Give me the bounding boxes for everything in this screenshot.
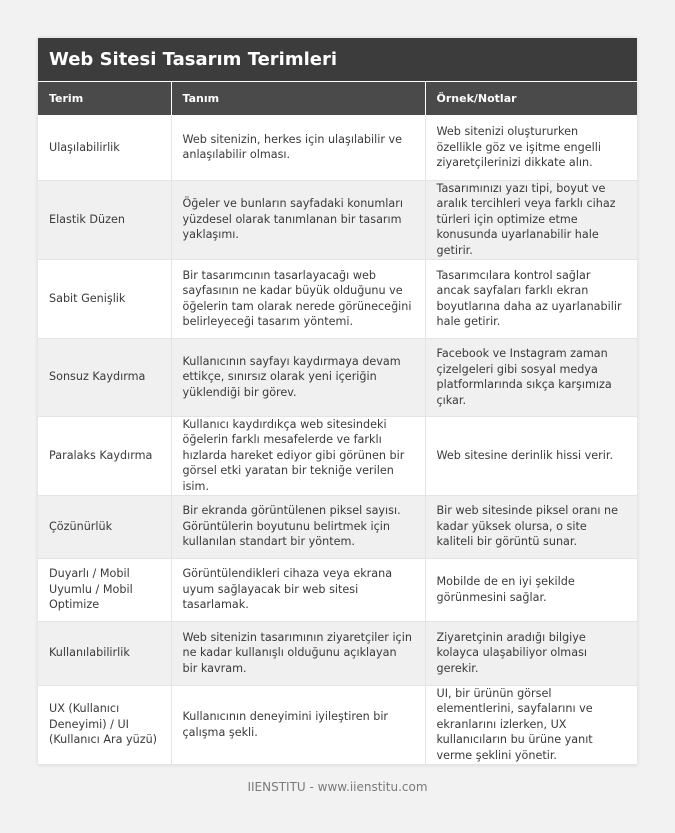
note-cell: Tasarımcılara kontrol sağlar ancak sayfaları farklı ekran boyutlarına daha az uyarlanabilir hale getirir.: [425, 259, 637, 338]
table-row: [38, 416, 637, 495]
table-row: [38, 338, 637, 416]
terms-card: [38, 38, 637, 765]
term-cell: Duyarlı / Mobil Uyumlu / Mobil Optimize: [38, 558, 171, 621]
table-row: [38, 621, 637, 685]
definition-cell: Kullanıcı kaydırdıkça web sitesindeki öğelerin farklı mesafelerde ve farklı hızlarda hareket ediyor gibi görünen bir görsel etki yaratan bir tekniğe verilen isim.: [171, 416, 425, 495]
definition-cell: Bir ekranda görüntülenen piksel sayısı. Görüntülerin boyutunu belirtmek için kullanılan standart bir yöntem.: [171, 495, 425, 558]
column-header-definition: Tanım: [171, 82, 425, 116]
footer-credit: IIENSTITU - www.iienstitu.com: [247, 780, 428, 794]
definition-cell: Web sitenizin tasarımının ziyaretçiler için ne kadar kullanışlı olduğunu açıklayan bir kavram.: [171, 621, 425, 685]
note-cell: Web sitesine derinlik hissi verir.: [425, 416, 637, 495]
definition-cell: Bir tasarımcının tasarlayacağı web sayfasının ne kadar büyük olduğunu ve öğelerin tam olarak nerede görüneceğini belirleyeceği tasarım yöntemi.: [171, 259, 425, 338]
table-row: [38, 180, 637, 259]
definition-cell: Kullanıcının deneyimini iyileştiren bir çalışma şekli.: [171, 685, 425, 764]
term-cell: Kullanılabilirlik: [38, 621, 171, 685]
definition-cell: Öğeler ve bunların sayfadaki konumları yüzdesel olarak tanımlanan bir tasarım yaklaşımı.: [171, 180, 425, 259]
table-row: [38, 259, 637, 338]
table-row: [38, 115, 637, 180]
column-header-notes: Örnek/Notlar: [425, 82, 637, 116]
note-cell: Facebook ve Instagram zaman çizelgeleri gibi sosyal medya platformlarında sıkça karşımıza çıkar.: [425, 338, 637, 416]
table-row: [38, 558, 637, 621]
table-row: [38, 685, 637, 764]
term-cell: Sonsuz Kaydırma: [38, 338, 171, 416]
definition-cell: Görüntülendikleri cihaza veya ekrana uyum sağlayacak bir web sitesi tasarlamak.: [171, 558, 425, 621]
term-cell: UX (Kullanıcı Deneyimi) / UI (Kullanıcı Ara yüzü): [38, 685, 171, 764]
note-cell: Ziyaretçinin aradığı bilgiye kolayca ulaşabiliyor olması gerekir.: [425, 621, 637, 685]
note-cell: Bir web sitesinde piksel oranı ne kadar yüksek olursa, o site kaliteli bir görüntü sunar.: [425, 495, 637, 558]
note-cell: UI, bir ürünün görsel elementlerini, sayfalarını ve ekranlarını izlerken, UX kullanıcıların bu ürüne yanıt verme şeklini yönetir.: [425, 685, 637, 764]
term-cell: Çözünürlük: [38, 495, 171, 558]
definition-cell: Kullanıcının sayfayı kaydırmaya devam ettikçe, sınırsız olarak yeni içeriğin yüklendiği bir görev.: [171, 338, 425, 416]
term-cell: Paralaks Kaydırma: [38, 416, 171, 495]
note-cell: Web sitenizi oluştururken özellikle göz ve işitme engelli ziyaretçilerinizi dikkate alın.: [425, 115, 637, 180]
terms-table: [38, 81, 637, 765]
note-cell: Tasarımınızı yazı tipi, boyut ve aralık tercihleri veya farklı cihaz türleri için optimize etme konusunda uyarlanabilir hale getirir.: [425, 180, 637, 259]
header-row: [38, 82, 637, 116]
term-cell: Sabit Genişlik: [38, 259, 171, 338]
definition-cell: Web sitenizin, herkes için ulaşılabilir ve anlaşılabilir olması.: [171, 115, 425, 180]
term-cell: Elastik Düzen: [38, 180, 171, 259]
note-cell: Mobilde de en iyi şekilde görünmesini sağlar.: [425, 558, 637, 621]
term-cell: Ulaşılabilirlik: [38, 115, 171, 180]
table-row: [38, 495, 637, 558]
page-title: Web Sitesi Tasarım Terimleri: [38, 38, 637, 81]
column-header-term: Terim: [38, 82, 171, 116]
